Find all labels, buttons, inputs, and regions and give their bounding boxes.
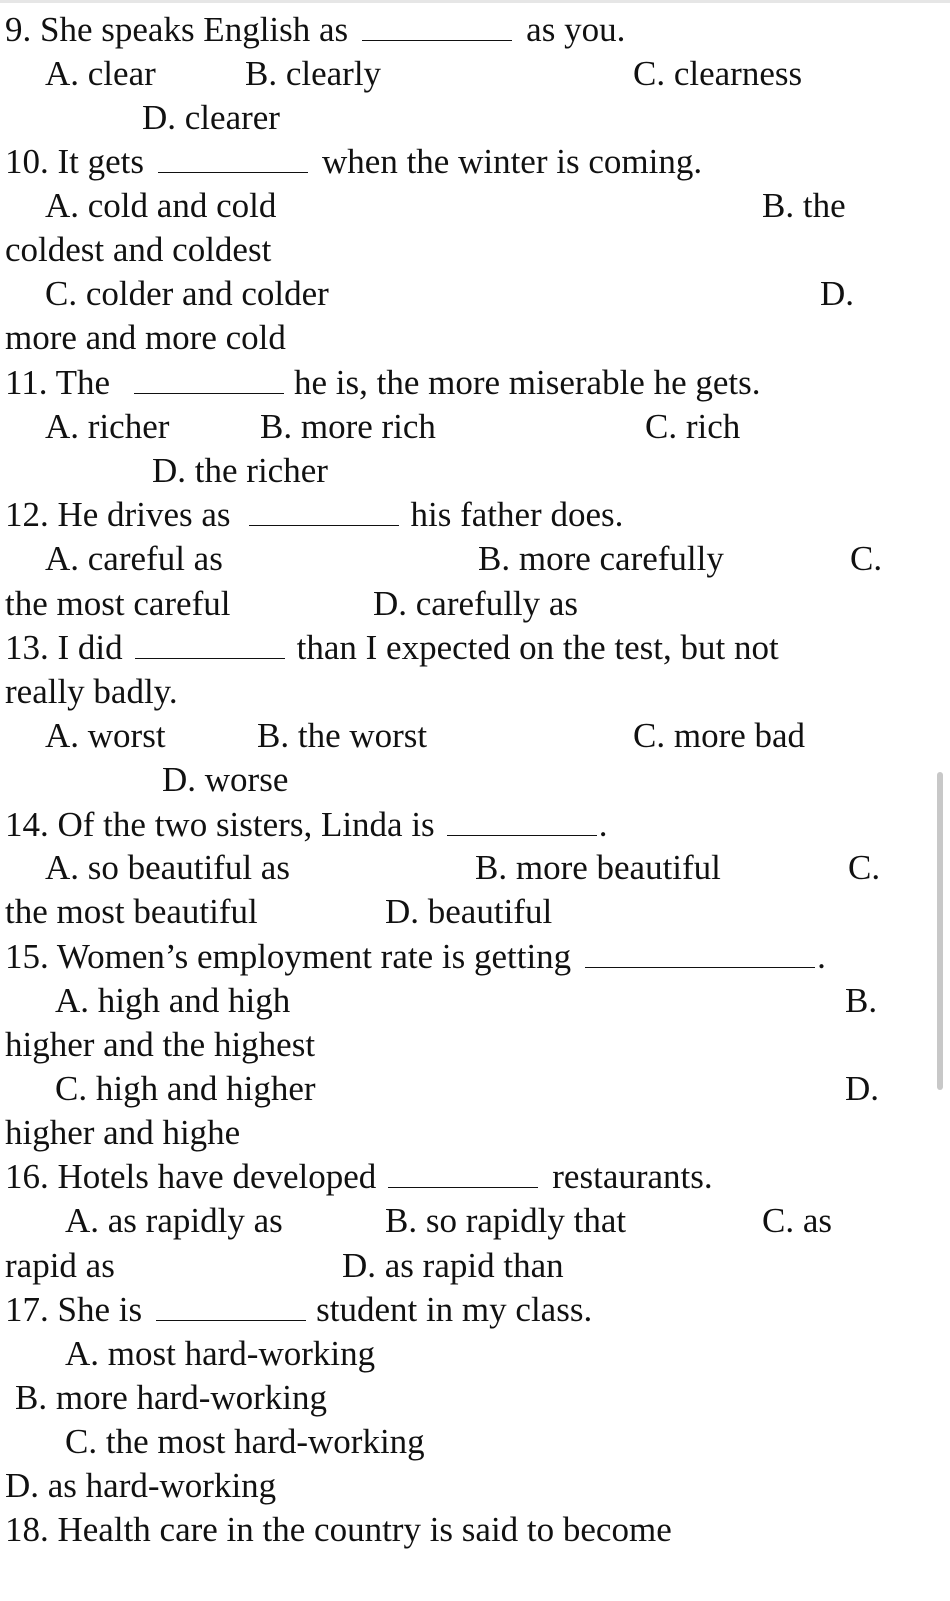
option: C. — [848, 848, 881, 887]
option: B. more hard-working — [15, 1378, 328, 1417]
question-9-text: 9. She speaks English as — [5, 10, 349, 49]
option: A. clear — [45, 54, 156, 93]
question-12-text: 12. He drives as — [5, 495, 231, 534]
question-13-text: 13. I did — [5, 628, 123, 667]
option-continued: more and more cold — [5, 318, 286, 357]
option: C. the most hard-working — [65, 1422, 425, 1461]
option: D. as rapid than — [342, 1246, 564, 1285]
option: A. cold and cold — [45, 186, 277, 225]
question-14-text-end: . — [598, 805, 608, 844]
answer-blank — [447, 809, 597, 836]
question-17-stem — [5, 1288, 592, 1332]
option: A. so beautiful as — [45, 848, 290, 887]
answer-blank — [158, 146, 308, 173]
question-17-text-end: student in my class. — [316, 1290, 593, 1329]
question-14-stem — [5, 803, 607, 847]
question-12-text-end: his father does. — [410, 495, 624, 534]
answer-blank — [388, 1161, 538, 1188]
top-edge — [0, 0, 950, 3]
question-11-stem — [5, 361, 761, 405]
question-11-text: 11. The — [5, 363, 110, 402]
option-continued: the most beautiful — [5, 892, 258, 931]
question-12-stem — [5, 493, 623, 537]
option: B. clearly — [245, 54, 382, 93]
option-continued: rapid as — [5, 1246, 115, 1285]
option: C. colder and colder — [45, 274, 329, 313]
option: C. rich — [645, 407, 741, 446]
question-10-stem — [5, 140, 702, 184]
option: D. — [820, 274, 855, 313]
option: D. the richer — [152, 451, 328, 490]
option-continued: the most careful — [5, 584, 231, 623]
answer-blank — [362, 14, 512, 41]
answer-blank — [135, 632, 285, 659]
option: B. more carefully — [478, 539, 724, 578]
option: C. — [850, 539, 883, 578]
option-continued: higher and highe — [5, 1113, 241, 1152]
answer-blank — [156, 1294, 306, 1321]
question-11-text-end: he is, the more miserable he gets. — [293, 363, 761, 402]
question-14-text: 14. Of the two sisters, Linda is — [5, 805, 435, 844]
question-15-text: 15. Women’s employment rate is getting — [5, 937, 572, 976]
question-10-text: 10. It gets — [5, 142, 145, 181]
answer-blank — [134, 367, 284, 394]
question-9-stem — [5, 8, 625, 52]
option: C. as — [762, 1201, 832, 1240]
option-continued: coldest and coldest — [5, 230, 272, 269]
question-15-stem — [5, 935, 826, 979]
question-10-text-end: when the winter is coming. — [322, 142, 703, 181]
option: B. — [845, 981, 878, 1020]
option: A. most hard-working — [65, 1334, 376, 1373]
option: A. careful as — [45, 539, 223, 578]
question-18-stem: 18. Health care in the country is said to become — [5, 1510, 672, 1549]
question-13-text-end: than I expected on the test, but not — [296, 628, 779, 667]
option: A. as rapidly as — [65, 1201, 283, 1240]
option: A. richer — [45, 407, 170, 446]
option: D. beautiful — [385, 892, 553, 931]
scrollbar-thumb[interactable] — [937, 772, 943, 1090]
option: B. the — [762, 186, 846, 225]
option: D. worse — [162, 760, 289, 799]
option: D. carefully as — [373, 584, 579, 623]
option: B. more beautiful — [475, 848, 721, 887]
option: D. clearer — [142, 98, 280, 137]
option: C. more bad — [633, 716, 806, 755]
question-17-text: 17. She is — [5, 1290, 143, 1329]
option: A. high and high — [55, 981, 291, 1020]
answer-blank — [249, 499, 399, 526]
option: D. — [845, 1069, 880, 1108]
question-13-stem — [5, 626, 779, 670]
option: C. high and higher — [55, 1069, 316, 1108]
question-13-stem-continued: really badly. — [5, 672, 178, 711]
option: C. clearness — [633, 54, 803, 93]
question-16-text-end: restaurants. — [552, 1157, 713, 1196]
question-9-text-end: as you. — [526, 10, 626, 49]
question-16-text: 16. Hotels have developed — [5, 1157, 377, 1196]
question-15-text-end: . — [817, 937, 826, 976]
option: D. as hard-working — [5, 1466, 277, 1505]
option: B. more rich — [260, 407, 436, 446]
answer-blank — [585, 941, 815, 968]
option: A. worst — [45, 716, 166, 755]
question-16-stem — [5, 1155, 713, 1199]
option: B. so rapidly that — [385, 1201, 627, 1240]
option-continued: higher and the highest — [5, 1025, 316, 1064]
option: B. the worst — [257, 716, 428, 755]
